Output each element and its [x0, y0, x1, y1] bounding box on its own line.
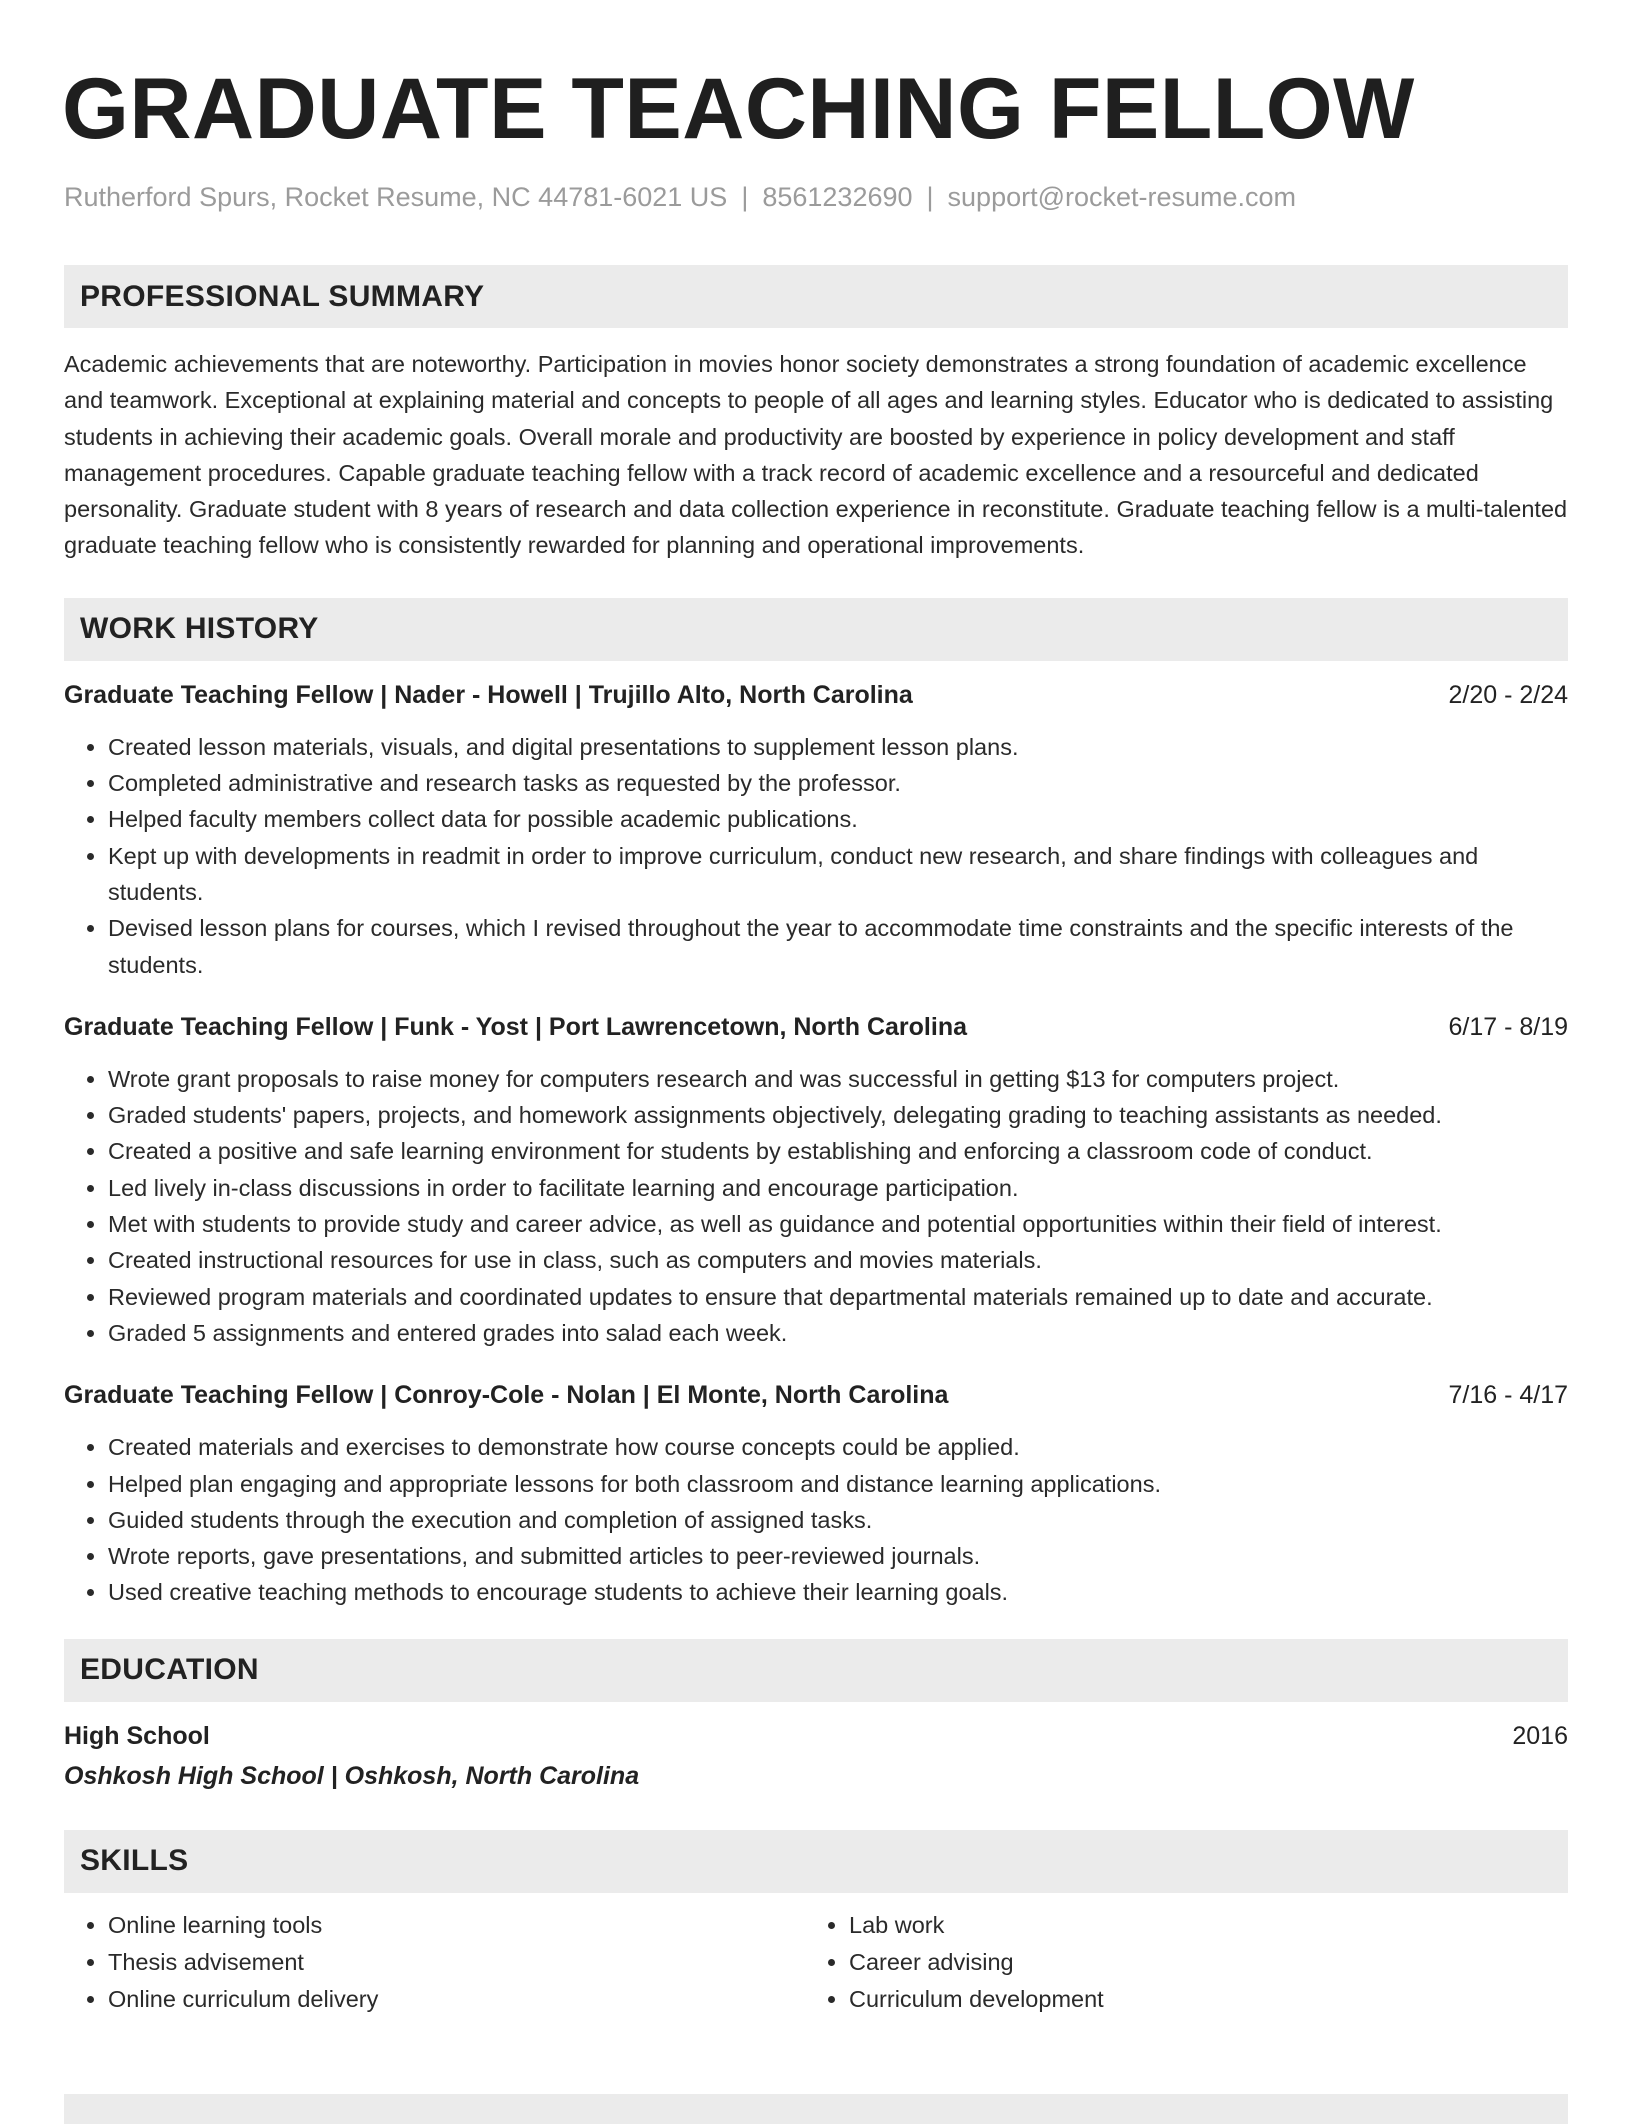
job-entry — [64, 1009, 1568, 1351]
education-year: 2016 — [1512, 1721, 1568, 1750]
resume-name: GRADUATE TEACHING FELLOW — [62, 61, 1415, 157]
contact-phone: 8561232690 — [762, 182, 913, 212]
skills-column-right — [805, 1907, 1546, 2018]
summary-text: Academic achievements that are noteworthy. Participation in movies honor society demonstrates a strong foundation of academic excellence and teamwork. Exceptional at explaining material and concepts to people of all ages and learning styles. Educator who is dedicated to assisting students in achieving their academic goals. Overall morale and productivity are boosted by experience in policy development and staff management procedures. Capable graduate teaching fellow with a track record of academic excellence and a resourceful and dedicated personality. Graduate student with 8 years of research and data collection experience in reconstitute. Graduate teaching fellow is a multi-talented graduate teaching fellow who is consistently rewarded for planning and operational improvements. — [64, 351, 1568, 559]
job-bullet: • Created lesson materials, visuals, and digital presentations to supplement lesson plans. — [108, 729, 1568, 765]
skill-item: • Lab work — [849, 1907, 1546, 1944]
skill-item: • Online curriculum delivery — [108, 1981, 805, 2018]
education-title-row — [64, 1718, 1568, 1754]
job-entry — [64, 677, 1568, 983]
job-bullet: • Met with students to provide study and career advice, as well as guidance and potential opportunities within their field of interest. — [108, 1206, 1568, 1242]
next-section-heading-bar — [64, 2094, 1568, 2124]
job-title-row — [64, 1377, 1568, 1413]
job-entry — [64, 1377, 1568, 1610]
job-bullet: • Led lively in-class discussions in order to facilitate learning and encourage participation. — [108, 1170, 1568, 1206]
work-history-heading: WORK HISTORY — [64, 598, 1568, 661]
job-bullets — [64, 1061, 1568, 1351]
job-dates: 6/17 - 8/19 — [1448, 1012, 1568, 1041]
skill-item: • Online learning tools — [108, 1907, 805, 1944]
job-bullet: • Guided students through the execution and completion of assigned tasks. — [108, 1502, 1568, 1538]
job-bullet: • Created materials and exercises to demonstrate how course concepts could be applied. — [108, 1429, 1568, 1465]
job-bullet: • Used creative teaching methods to encourage students to achieve their learning goals. — [108, 1574, 1568, 1610]
skills-heading: SKILLS — [64, 1830, 1568, 1893]
job-bullet: • Completed administrative and research tasks as requested by the professor. — [108, 765, 1568, 801]
job-bullet: • Created a positive and safe learning environment for students by establishing and enforcing a classroom code of conduct. — [108, 1133, 1568, 1169]
contact-line — [64, 182, 1568, 213]
education-heading: EDUCATION — [64, 1639, 1568, 1702]
contact-address: Rutherford Spurs, Rocket Resume, NC 44781-6021 US — [64, 182, 728, 212]
job-bullet: • Devised lesson plans for courses, which I revised throughout the year to accommodate time constraints and the specific interests of the students. — [108, 910, 1568, 983]
job-title: Graduate Teaching Fellow | Conroy-Cole - Nolan | El Monte, North Carolina — [64, 1381, 949, 1410]
contact-email: support@rocket-resume.com — [947, 182, 1297, 212]
skills-column-left — [64, 1907, 805, 2018]
skill-item: • Thesis advisement — [108, 1944, 805, 1981]
job-dates: 2/20 - 2/24 — [1448, 680, 1568, 709]
contact-separator: | — [926, 182, 934, 212]
education-entry — [64, 1718, 1568, 1794]
contact-separator: | — [741, 182, 749, 212]
job-title: Graduate Teaching Fellow | Funk - Yost | Port Lawrencetown, North Carolina — [64, 1012, 967, 1041]
job-bullets — [64, 1429, 1568, 1610]
job-bullet: • Wrote grant proposals to raise money for computers research and was successful in getting $13 for computers project. — [108, 1061, 1568, 1097]
skill-item: • Career advising — [849, 1944, 1546, 1981]
job-dates: 7/16 - 4/17 — [1448, 1381, 1568, 1410]
education-school: Oshkosh High School | Oshkosh, North Carolina — [64, 1761, 640, 1790]
job-bullet: • Helped plan engaging and appropriate lessons for both classroom and distance learning applications. — [108, 1466, 1568, 1502]
job-title-row — [64, 677, 1568, 713]
skills-grid — [64, 1907, 1568, 2018]
job-bullet: • Helped faculty members collect data for possible academic publications. — [108, 801, 1568, 837]
skill-item: • Curriculum development — [849, 1981, 1546, 2018]
job-bullet: • Kept up with developments in readmit in order to improve curriculum, conduct new research, and share findings with colleagues and students. — [108, 838, 1568, 911]
summary-heading: PROFESSIONAL SUMMARY — [64, 265, 1568, 328]
job-bullet: • Graded students' papers, projects, and homework assignments objectively, delegating grading to teaching assistants as needed. — [108, 1097, 1568, 1133]
job-title-row — [64, 1009, 1568, 1045]
job-bullet: • Created instructional resources for use in class, such as computers and movies materials. — [108, 1242, 1568, 1278]
job-bullet: • Reviewed program materials and coordinated updates to ensure that departmental materials remained up to date and accurate. — [108, 1279, 1568, 1315]
job-bullets — [64, 729, 1568, 983]
job-title: Graduate Teaching Fellow | Nader - Howell | Trujillo Alto, North Carolina — [64, 680, 913, 709]
job-bullet: • Wrote reports, gave presentations, and submitted articles to peer-reviewed journals. — [108, 1538, 1568, 1574]
job-bullet: • Graded 5 assignments and entered grades into salad each week. — [108, 1315, 1568, 1351]
education-degree: High School — [64, 1721, 210, 1750]
